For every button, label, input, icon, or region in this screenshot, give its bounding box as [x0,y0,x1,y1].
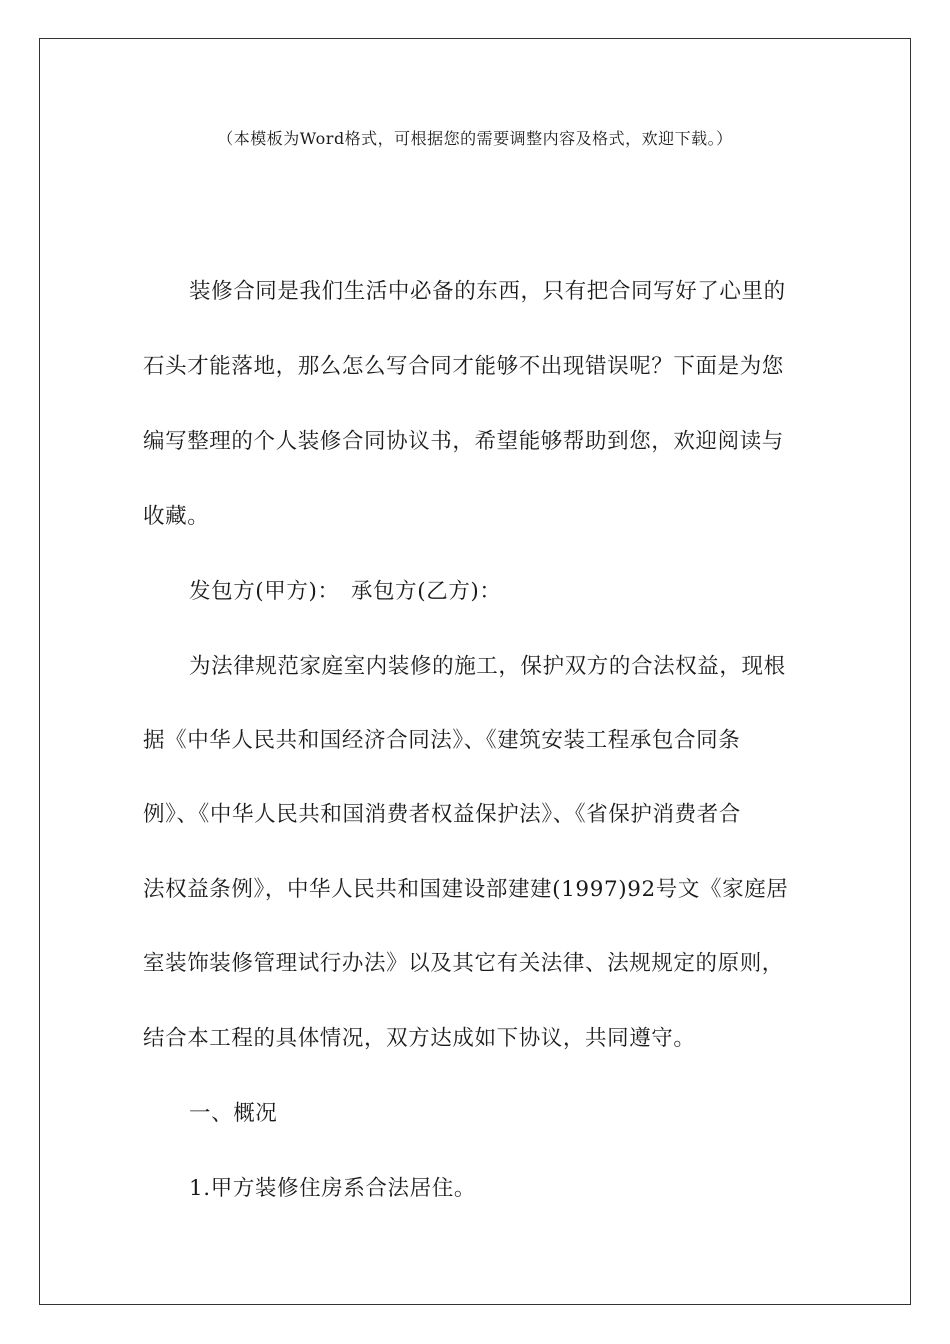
purpose-line-3: 例》、《中华人民共和国消费者权益保护法》、《省保护消费者合 [143,802,741,827]
intro-line-1: 装修合同是我们生活中必备的东西，只有把合同写好了心里的 [189,279,786,304]
purpose-line-6: 结合本工程的具体情况，双方达成如下协议，共同遵守。 [143,1026,696,1051]
section-title: 一、概况 [189,1101,278,1126]
intro-line-3: 编写整理的个人装修合同协议书，希望能够帮助到您，欢迎阅读与 [143,429,784,454]
purpose-line-1: 为法律规范家庭室内装修的施工，保护双方的合法权益，现根 [189,654,786,679]
template-note: （本模板为Word格式，可根据您的需要调整内容及格式，欢迎下载。） [217,129,733,148]
purpose-line-5: 室装饰装修管理试行办法》以及其它有关法律、法规规定的原则， [143,951,784,976]
intro-line-2: 石头才能落地，那么怎么写合同才能够不出现错误呢？下面是为您 [143,354,784,379]
parties-line: 发包方(甲方)： 承包方(乙方)： [189,579,502,604]
item-1: 1.甲方装修住房系合法居住。 [189,1176,476,1201]
intro-line-4: 收藏。 [143,504,210,529]
purpose-line-4: 法权益条例》，中华人民共和国建设部建建(1997)92号文《家庭居 [143,877,789,902]
purpose-line-2: 据《中华人民共和国经济合同法》、《建筑安装工程承包合同条 [143,728,741,753]
